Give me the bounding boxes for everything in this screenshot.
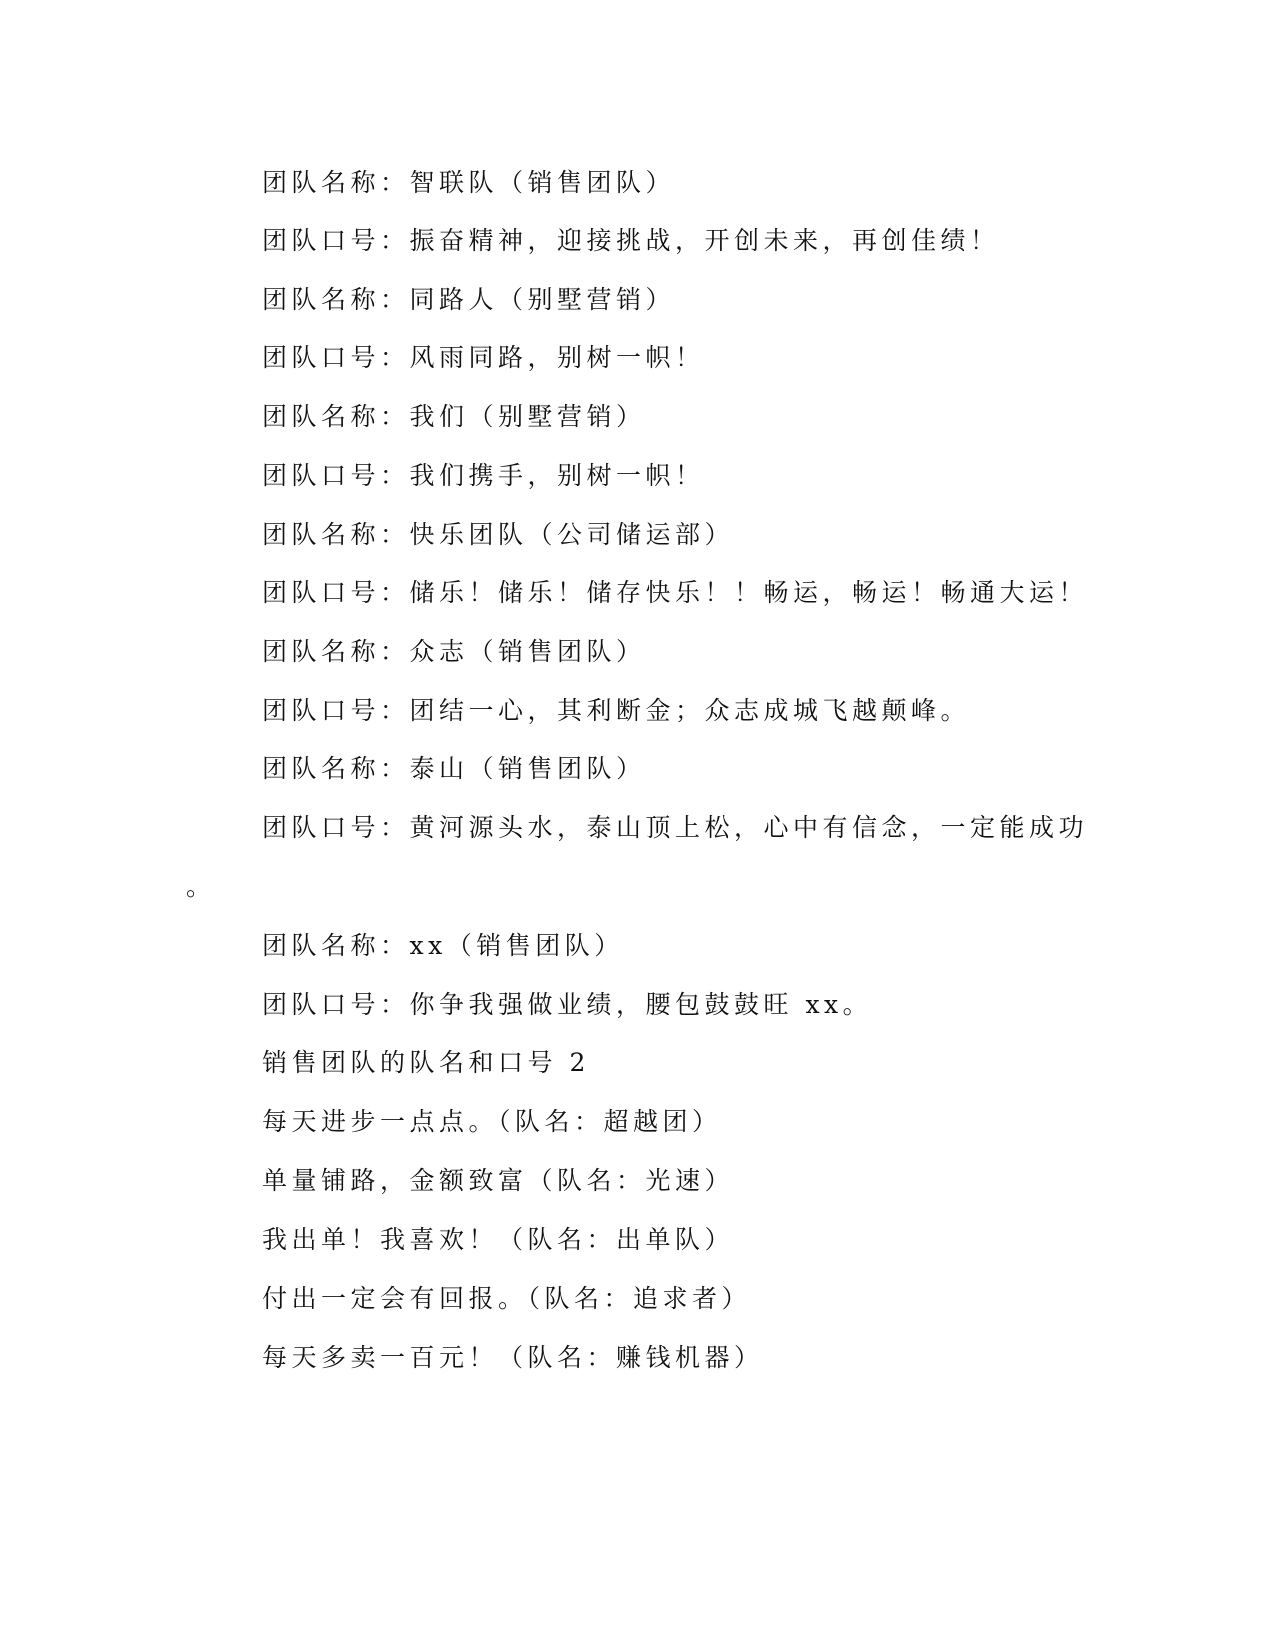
team-slogan-line: 团队口号：储乐！储乐！储存快乐！！畅运，畅运！畅通大运！ xyxy=(262,578,1089,607)
team-slogan-line: 团队口号：黄河源头水，泰山顶上松，心中有信念，一定能成功 xyxy=(262,813,1089,842)
slogan-item: 单量铺路，金额致富（队名：光速） xyxy=(262,1166,735,1195)
slogan-item: 每天进步一点点。（队名：超越团） xyxy=(262,1107,722,1136)
wrapped-period: 。 xyxy=(186,872,212,901)
team-name-line: 团队名称：我们（别墅营销） xyxy=(262,402,646,431)
team-slogan-line: 团队口号：我们携手，别树一帜！ xyxy=(262,461,705,490)
team-slogan-line: 团队口号：团结一心，其利断金；众志成城飞越颠峰。 xyxy=(262,696,971,725)
team-slogan-line: 团队口号：风雨同路，别树一帜！ xyxy=(262,343,705,372)
slogan-item: 付出一定会有回报。（队名：追求者） xyxy=(262,1284,752,1313)
slogan-item: 每天多卖一百元！（队名：赚钱机器） xyxy=(262,1343,764,1372)
section-heading: 销售团队的队名和口号 2 xyxy=(262,1048,590,1077)
team-name-line: 团队名称：xx（销售团队） xyxy=(262,931,624,960)
team-slogan-line: 团队口号：振奋精神，迎接挑战，开创未来，再创佳绩！ xyxy=(262,226,1000,255)
slogan-item: 我出单！我喜欢！（队名：出单队） xyxy=(262,1225,735,1254)
team-name-line: 团队名称：同路人（别墅营销） xyxy=(262,285,676,314)
team-name-line: 团队名称：众志（销售团队） xyxy=(262,637,646,666)
team-slogan-line: 团队口号：你争我强做业绩，腰包鼓鼓旺 xx。 xyxy=(262,990,873,1019)
team-name-line: 团队名称：智联队（销售团队） xyxy=(262,168,676,197)
team-name-line: 团队名称：快乐团队（公司储运部） xyxy=(262,520,735,549)
team-name-line: 团队名称：泰山（销售团队） xyxy=(262,754,646,783)
